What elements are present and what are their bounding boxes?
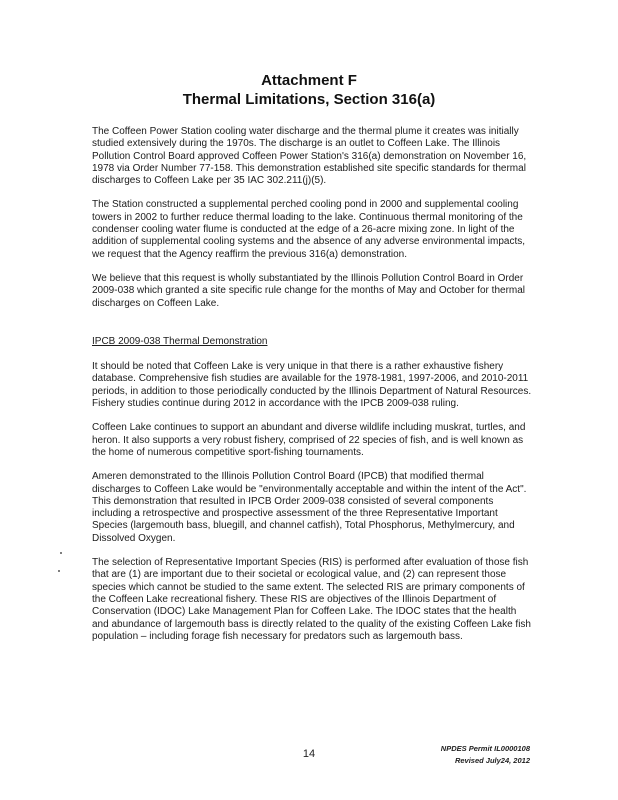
- footer-revised-date: Revised July24, 2012: [454, 756, 530, 765]
- paragraph-section-2: Coffeen Lake continues to support an abundant and diverse wildlife including muskrat, turtles, and heron. It also supports a very robust fishery, comprised of 22 species of fish, and is well known as the home of numerous competitive sport-fishing tournaments.: [92, 422, 526, 458]
- paragraph-intro-2: The Station constructed a supplemental perched cooling pond in 2000 and supplemental cooling towers in 2002 to further reduce thermal loading to the lake. Continuous thermal monitoring of the condenser cooling water flume is conducted at the edge of a 26-acre mixing zone. In light of the addition of supplemental cooling systems and the absence of any adverse environmental impacts, we request that the Agency reaffirm the previous 316(a) demonstration.: [92, 199, 526, 260]
- paragraph-intro-1: The Coffeen Power Station cooling water discharge and the thermal plume it creates was initially studied extensively during the 1970s. The discharge is an outlet to Coffeen Lake. The Illinois Pollution Control Board approved Coffeen Power Station's 316(a) demonstration on November 16, 1978 via Order Number 77-158. This demonstration established site specific standards for thermal discharges to Coffeen Lake per 35 IAC 302.211(j)(5).: [92, 126, 527, 187]
- attachment-title: Attachment F: [261, 72, 357, 89]
- page-number: 14: [302, 748, 316, 760]
- footer-permit: NPDES Permit IL0000108: [440, 744, 530, 753]
- section-heading: IPCB 2009-038 Thermal Demonstration: [92, 335, 268, 347]
- scan-speck: [60, 552, 62, 554]
- scan-speck: [58, 570, 60, 572]
- paragraph-intro-3: We believe that this request is wholly substantiated by the Illinois Pollution Control Board in Order 2009-038 which granted a site specific rule change for the months of May and October for thermal discharges on Coffeen Lake.: [92, 272, 526, 309]
- paragraph-section-1: It should be noted that Coffeen Lake is very unique in that there is a rather exhaustive fishery database. Comprehensive fish studies are available for the 1978-1981, 1997-2006, and 2010-2011 periods, in addition to those periodically conducted by the Illinois Department of Natural Resources. Fishery studies continue during 2012 in accordance with the IPCB 2009-038 ruling.: [92, 361, 532, 410]
- paragraph-section-3: Ameren demonstrated to the Illinois Pollution Control Board (IPCB) that modified thermal discharges to Coffeen Lake would be "environmentally acceptable and within the intent of the Act". This demonstration that resulted in IPCB Order 2009-038 consisted of several components including a retrospective and prospective assessment of the three Representative Important Species (largemouth bass, bluegill, and channel catfish), Total Phosphorus, Methylmercury, and Dissolved Oxygen.: [92, 471, 527, 544]
- document-body: [92, 126, 534, 655]
- attachment-subtitle: Thermal Limitations, Section 316(a): [182, 91, 436, 108]
- paragraph-section-4: The selection of Representative Important Species (RIS) is performed after evaluation of those fish that are (1) are important due to their societal or ecological value, and (2) can represent those species which cannot be studied to the same extent. The selected RIS are primary components of the Coffeen Lake recreational fishery. These RIS are objectives of the Illinois Department of Conservation (IDOC) Lake Management Plan for Coffeen Lake. The IDOC states that the health and abundance of largemouth bass is directly related to the quality of the existing Coffeen Lake fish population – including forage fish necessary for predators such as largemouth bass.: [92, 557, 531, 642]
